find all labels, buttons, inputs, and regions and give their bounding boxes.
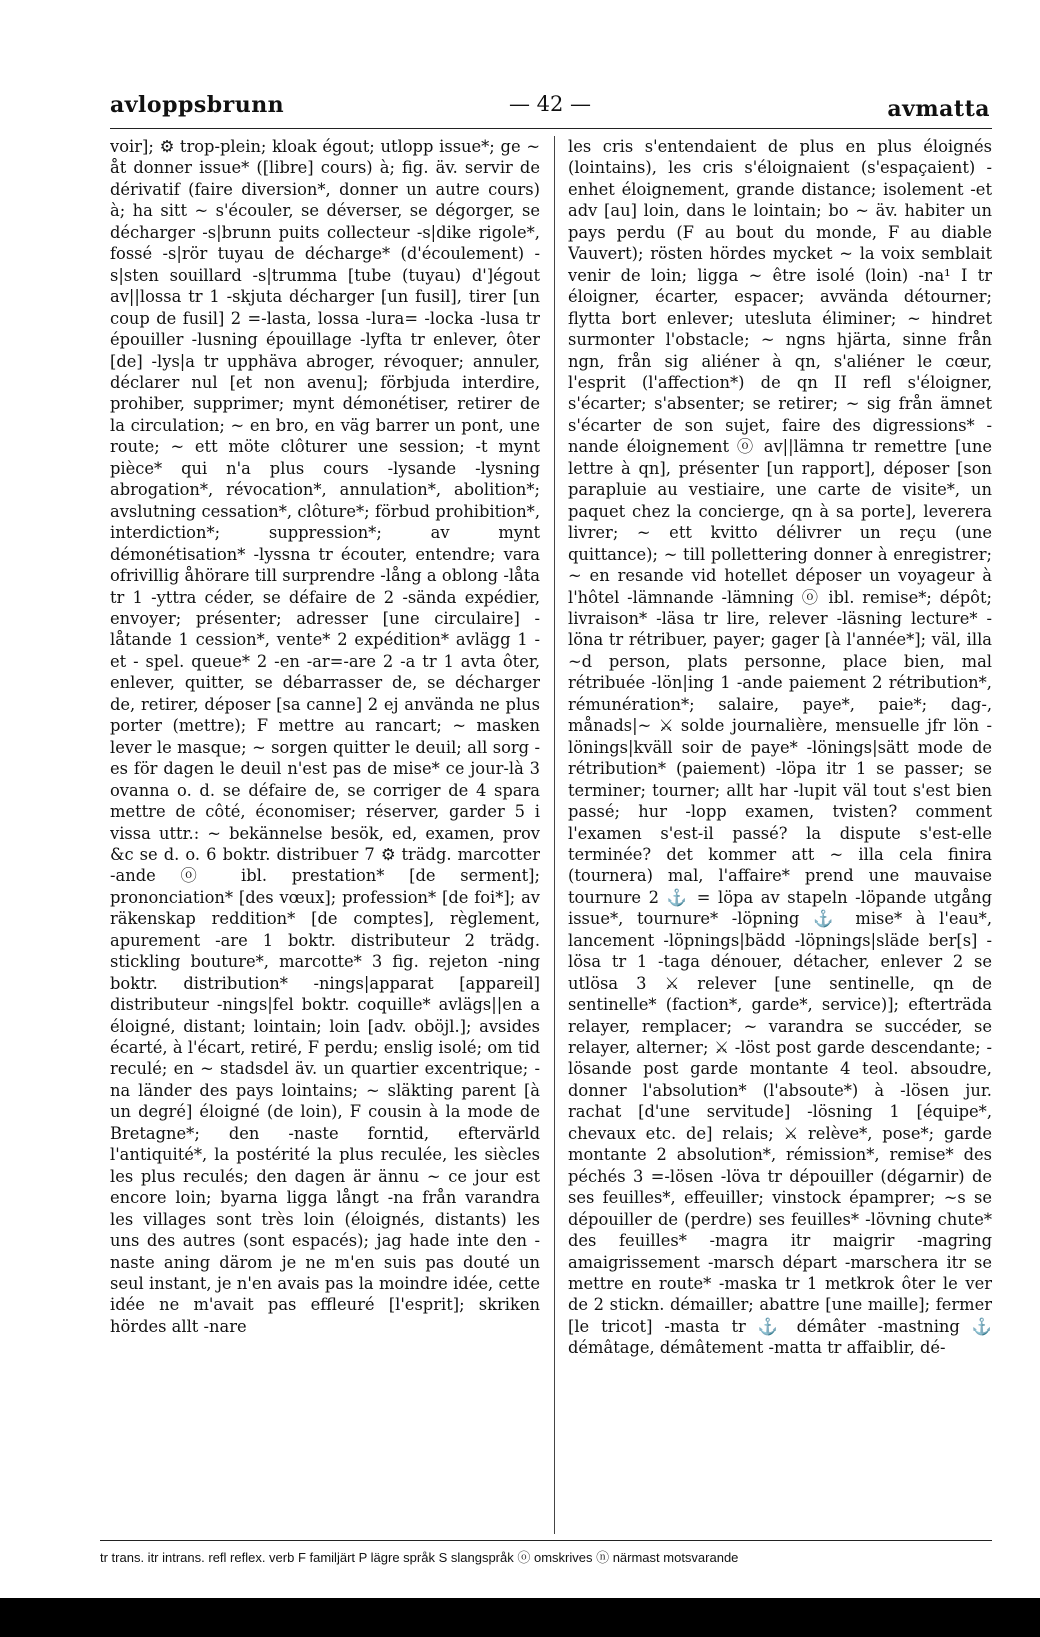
column-divider	[554, 136, 555, 1534]
footer-rule	[100, 1540, 992, 1541]
page-number: — 42 —	[508, 92, 592, 116]
header-rule	[110, 128, 992, 129]
left-column	[110, 136, 540, 1534]
left-column-text: voir]; ⚙ trop-plein; kloak égout; utlopp issue*; ge ~ åt donner issue* ([libre] cours) à; fig. äv. servir de dérivatif (faire diversion*, donner un autre cours) à; ha sitt ~ s'écouler, se déverser, se dégorger, se décharger -s|brunn puits collecteur -s|dike rigole*, fossé -s|rör tuyau de décharge* (d'écoulement) -s|sten souillard -s|trumma [tube (tuyau) d']égout av||lossa tr 1 -skjuta décharger [un fusil], tirer [un coup de fusil] 2 =-lasta, lossa -lura= -locka -lusa tr épouiller -lusning épouillage -lyfta tr enlever, ôter [de] -lys|a tr upphäva abroger, révoquer; annuler, déclarer nul [et non avenu]; förbjuda interdire, prohiber, supprimer; mynt démonétiser, retirer de la circulation; ~ en bro, en väg barrer un pont, une route; ~ ett möte clôturer une session; -t mynt pièce* qui n'a plus cours -lysande -lysning abrogation*, révocation*, annulation*, abolition*; avslutning cessation*, clôture*; förbud prohibition*, interdiction*; suppression*; av mynt démonétisation* -lyssna tr écouter, entendre; vara ofrivillig åhörare till surprendre -lång a oblong -låta tr 1 -yttra céder, se défaire de 2 -sända expédier, envoyer; présenter; adresser [une circulaire] -låtande 1 cession*, vente* 2 expédition* avlägg 1 -et - spel. queue* 2 -en -ar=-are 2 -a tr 1 avta ôter, enlever, quitter, se débarrasser de, se décharger de, retirer, déposer [sa canne] 2 ej använda ne plus porter (mettre); F mettre au rancart; ~ masken lever le masque; ~ sorgen quitter le deuil; all sorg -es för dagen le deuil n'est pas de mise* ce jour-là 3 ovanna o. d. se défaire de, se corriger de 4 spara mettre de côté, économiser; réserver, garder 5 i vissa uttr.: ~ bekännelse besök, ed, examen, prov &c se d. o. 6 boktr. distribuer 7 ⚙ trädg. marcotter -ande ⓞ ibl. prestation* [de serment]; prononciation* [des vœux]; profession* [de foi*]; av räkenskap reddition* [de comptes], règlement, apurement -are 1 boktr. distributeur 2 trädg. stickling bouture*, marcotte* 3 fig. rejeton -ning boktr. distribution* -nings|apparat [appareil] distributeur -nings|fel boktr. coquille* avlägs||en a éloigné, distant; lointain; loin [adv. oböjl.]; avsides écarté, à l'écart, retiré, F perdu; enslig isolé; om tid reculé; en ~ stadsdel äv. un quartier excentrique; -na länder des pays lointains; ~ släkting parent [à un degré] éloigné (de loin), F cousin à la mode de Bretagne*; den -naste forntid, eftervärld l'antiquité*, la postérité la plus reculée, les siècles les plus reculés; den dagen är ännu ~ ce jour est encore loin; byarna ligga långt -na från varandra les villages sont très loin (éloignés, distants) les uns des autres (sont espacés); jag hade inte den -naste aning därom je ne m'en suis pas douté un seul instant, je n'en avais pas la moindre idée, cette idée ne m'avait pas effleuré [l'esprit]; skriken hördes allt -nare	[110, 137, 540, 1336]
right-running-headword: avmatta	[887, 96, 990, 122]
right-column	[568, 136, 992, 1534]
abbreviation-legend: tr trans. itr intrans. refl reflex. verb F familjärt P lägre språk S slangspråk ⓞ omskrives ⓝ närmast motsvarande	[100, 1550, 739, 1565]
scan-edge	[0, 1598, 1040, 1637]
left-running-headword: avloppsbrunn	[110, 92, 285, 118]
page-header	[110, 86, 990, 120]
right-column-text: les cris s'entendaient de plus en plus éloignés (lointains), les cris s'éloignaient (s'espaçaient) -enhet éloignement, grande distance; isolement -et adv [au] loin, dans le lointain; bo ~ äv. habiter un pays perdu (F au bout du monde, F au diable Vauvert); rösten hördes mycket ~ la voix semblait venir de loin; ligga ~ être isolé (loin) -na¹ I tr éloigner, écarter, espacer; avvända détourner; flytta bort enlever; utesluta éliminer; ~ hindret surmonter l'obstacle; ~ ngns hjärta, sinne från ngn, från sig aliéner à qn, s'aliéner le cœur, l'esprit (l'affection*) de qn II refl s'éloigner, s'écarter; s'absenter; se retirer; ~ sig från ämnet s'écarter de son sujet, faire des digressions* -nande éloignement ⓞ av||lämna tr remettre [une lettre à qn], présenter [un rapport], déposer [son parapluie au vestiaire, une carte de visite*, un paquet chez la concierge, qn à sa porte], leverera livrer; ~ ett kvitto délivrer un reçu (une quittance); ~ till pollettering donner à enregistrer; ~ en resande vid hotellet déposer un voyageur à l'hôtel -lämnande -lämning ⓞ ibl. remise*; dépôt; livraison* -läsa tr lire, relever -läsning lecture* -löna tr rétribuer, payer; gager [à l'année*]; väl, illa ~d person, plats personne, place bien, mal rétribuée -lön|ing 1 -ande paiement 2 rétribution*, rémunération*; salaire, paye*, paie*; dag-, månads|~ ⚔ solde journalière, mensuelle jfr lön -lönings|kväll soir de paye* -lönings|sätt mode de rétribution* (paiement) -löpa itr 1 se passer; se terminer; tourner; allt har -lupit väl tout s'est bien passé; hur -lopp examen, tvisten? comment l'examen s'est-il passé? la dispute s'est-elle terminée? det kommer att ~ illa cela finira (tournera) mal, l'affaire* prend une mauvaise tournure 2 ⚓ = löpa av stapeln -löpande utgång issue*, tournure* -löpning ⚓ mise* à l'eau*, lancement -löpnings|bädd -löpnings|släde ber[s] -lösa tr 1 -taga dénouer, détacher, enlever 2 se utlösa 3 ⚔ relever [une sentinelle, qn de sentinelle* (faction*, garde*, service)]; efterträda relayer, remplacer; ~ varandra se succéder, se relayer, alterner; ⚔ -löst post garde descendante; -lösande post garde montante 4 teol. absoudre, donner l'absolution* (l'absoute*) à -lösen jur. rachat [d'une servitude] -lösning 1 [équipe*, chevaux etc. de] relais; ⚔ relève*, pose*; garde montante 2 absolution*, rémission*, remise* des péchés 3 =-lösen -löva tr dépouiller (dégarnir) de ses feuilles*, effeuiller; vinstock épamprer; ~s se dépouiller de (perdre) ses feuilles* -lövning chute* des feuilles* -magra itr maigrir -magring amaigrissement -marsch départ -marschera itr se mettre en route* -maska tr 1 metkrok ôter le ver de 2 stickn. démailler; abattre [une maille]; fermer [le tricot] -masta tr ⚓ démâter -mastning ⚓ démâtage, démâtement -matta tr affaiblir, dé-	[568, 137, 992, 1358]
